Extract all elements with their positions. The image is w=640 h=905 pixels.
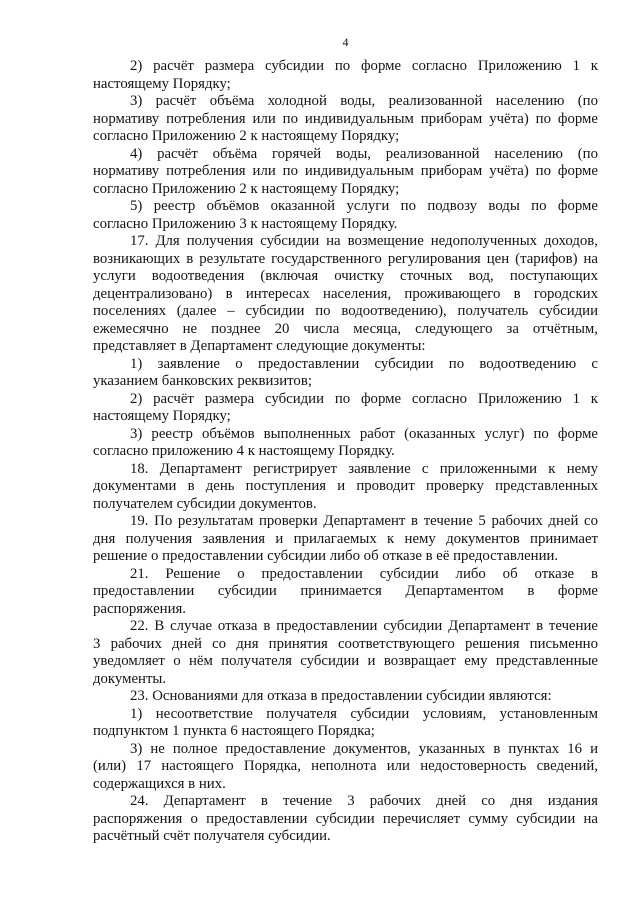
text-line: предоставлении субсидии принимается Департаментом в форме — [93, 583, 598, 599]
paragraph — [93, 793, 598, 846]
text-line: 3 рабочих дней со дня принятия соответствующего решения письменно — [93, 635, 598, 652]
paragraph — [93, 198, 598, 233]
text-line: 3) расчёт объёма холодной воды, реализованной населению (по — [130, 93, 598, 109]
text-line: 2) расчёт размера субсидии по форме согласно Приложению 1 к — [130, 58, 598, 74]
paragraph — [93, 93, 598, 146]
paragraph — [93, 741, 598, 794]
text-line: получателем субсидии документов. — [93, 495, 317, 512]
page-number: 4 — [342, 35, 349, 49]
paragraph — [93, 688, 598, 706]
paragraph — [93, 461, 598, 514]
text-line: решение о предоставлении субсидии либо об отказе в её предоставлении. — [93, 548, 559, 564]
text-line: 22. В случае отказа в предоставлении субсидии Департамент в течение — [130, 618, 598, 634]
text-line: услуги водоотведения (включая очистку сточных вод, поступающих — [93, 268, 598, 284]
paragraph — [93, 233, 598, 356]
paragraph — [93, 426, 598, 461]
text-line: документы. — [93, 670, 167, 687]
text-line: уведомляет о нём получателя субсидии и возвращает ему представленные — [93, 653, 598, 669]
text-line: распоряжения. — [93, 600, 186, 617]
text-line: 18. Департамент регистрирует заявление с приложенными к нему — [130, 460, 598, 477]
text-line: (или) 17 настоящего Порядка, неполнота или недостоверность сведений, — [93, 758, 598, 774]
text-line: децентрализовано) в интересах населения, проживающего в городских — [93, 285, 598, 302]
text-line: содержащихся в них. — [93, 775, 226, 792]
text-line: согласно Приложению 3 к настоящему Порядку. — [93, 215, 398, 232]
paragraph — [93, 146, 598, 199]
text-line: представляет в Департамент следующие документы: — [93, 338, 426, 354]
text-line: нормативу потребления или по индивидуальным приборам учёта) по форме — [93, 110, 598, 127]
text-line: настоящему Порядку; — [93, 75, 231, 92]
text-line: 19. По результатам проверки Департамент в течение 5 рабочих дней со — [130, 513, 598, 529]
text-line: расчётный счёт получателя субсидии. — [93, 828, 331, 844]
paragraph — [93, 356, 598, 391]
text-line: 21. Решение о предоставлении субсидии либо об отказе в — [130, 565, 598, 582]
paragraph — [93, 58, 598, 93]
text-line: согласно приложению 4 к настоящему Порядку. — [93, 443, 395, 459]
text-line: 5) реестр объёмов оказанной услуги по подвозу воды по форме — [130, 198, 598, 214]
paragraph — [93, 513, 598, 566]
text-line: 23. Основаниями для отказа в предоставлении субсидии являются: — [130, 688, 552, 704]
text-line: поселениях (далее – субсидии по водоотведению), получатель субсидии — [93, 303, 598, 319]
text-line: распоряжения о предоставлении субсидии перечисляет сумму субсидии на — [93, 810, 598, 827]
text-line: возникающих в результате государственного регулирования цен (тарифов) на — [93, 250, 598, 267]
text-line: дня получения заявления и прилагаемых к нему документов принимает — [93, 530, 598, 547]
text-line: согласно Приложению 2 к настоящему Порядку; — [93, 128, 400, 144]
text-line: согласно Приложению 2 к настоящему Порядку; — [93, 180, 400, 197]
text-line: документами в день поступления и проводит проверку представленных — [93, 478, 598, 494]
text-line: указанием банковских реквизитов; — [93, 373, 312, 389]
paragraph — [93, 391, 598, 426]
text-line: подпунктом 1 пункта 6 настоящего Порядка; — [93, 723, 375, 739]
text-line: 1) несоответствие получателя субсидии условиям, установленным — [130, 705, 598, 722]
text-line: настоящему Порядку; — [93, 408, 231, 424]
text-line: ежемесячно не позднее 20 числа месяца, следующего за отчётным, — [93, 320, 598, 337]
text-line: 24. Департамент в течение 3 рабочих дней со дня издания — [130, 793, 598, 809]
text-line: 3) реестр объёмов выполненных работ (оказанных услуг) по форме — [130, 425, 598, 442]
text-line: нормативу потребления или по индивидуальным приборам учёта) по форме — [93, 163, 598, 179]
text-line: 3) не полное предоставление документов, указанных в пунктах 16 и — [130, 740, 598, 757]
text-line: 4) расчёт объёма горячей воды, реализованной населению (по — [130, 145, 598, 162]
paragraph — [93, 618, 598, 688]
text-line: 17. Для получения субсидии на возмещение недополученных доходов, — [130, 233, 598, 249]
paragraph — [93, 706, 598, 741]
text-line: 2) расчёт размера субсидии по форме согласно Приложению 1 к — [130, 390, 598, 407]
paragraph — [93, 566, 598, 619]
document-body — [93, 58, 598, 846]
text-line: 1) заявление о предоставлении субсидии по водоотведению с — [130, 355, 598, 372]
